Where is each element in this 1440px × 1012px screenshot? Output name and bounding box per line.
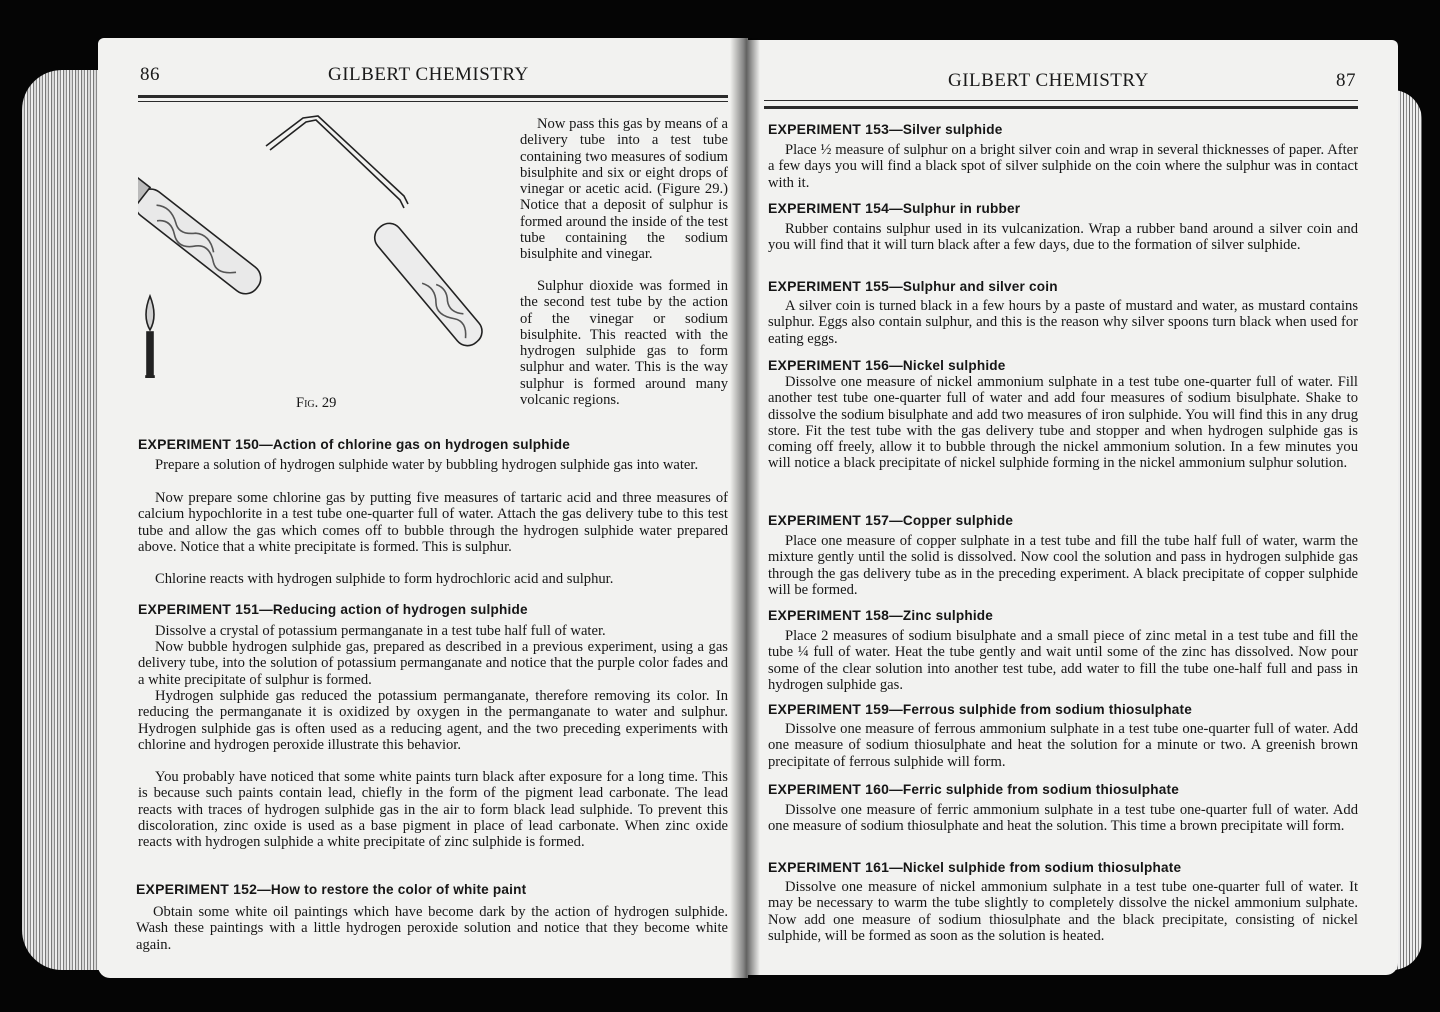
experiment-paragraph: Now bubble hydrogen sulphide gas, prepared as described in a previous experiment, using a gas delivery tube, into the solution of potassium permanganate and notice that the purple color fades and a white precipitate of sulphur is formed. — [138, 639, 728, 688]
experiment-heading: EXPERIMENT 150—Action of chlorine gas on hydrogen sulphide — [138, 436, 570, 452]
experiment-paragraph: Place one measure of copper sulphate in a test tube and fill the tube half full of water, warm the mixture gently until the solid is dissolved. Now cool the solution and pass in hydrogen sulphide gas through the gas delivery tube as in the preceding experiment. A black precipitate of copper sulphide will be formed. — [768, 533, 1358, 598]
experiment-heading: EXPERIMENT 161—Nickel sulphide from sodium thiosulphate — [768, 859, 1182, 875]
header-rule-thin — [764, 100, 1358, 101]
book-gutter-shadow — [730, 38, 760, 978]
experiment-paragraph: Obtain some white oil paintings which have become dark by the action of hydrogen sulphide. Wash these paintings with a little hydrogen peroxide solution and notice that they become white again. — [136, 904, 728, 953]
left-page — [98, 38, 748, 978]
experiment-heading: EXPERIMENT 156—Nickel sulphide — [768, 357, 1006, 373]
header-rule-thin — [138, 101, 728, 102]
experiment-heading: EXPERIMENT 157—Copper sulphide — [768, 512, 1014, 528]
page-number: 87 — [1336, 70, 1356, 91]
experiment-heading: EXPERIMENT 152—How to restore the color of white paint — [136, 881, 527, 897]
page-number: 86 — [140, 64, 160, 85]
experiment-heading: EXPERIMENT 160—Ferric sulphide from sodium thiosulphate — [768, 781, 1179, 797]
header-rule — [138, 95, 728, 98]
experiment-paragraph: Dissolve one measure of ferrous ammonium sulphate in a test tube one-quarter full of water. Add one measure of sodium thiosulphate and heat the solution for a minute or two. A greenish brown precipitate of ferrous sulphide will form. — [768, 721, 1358, 770]
experiment-heading: EXPERIMENT 155—Sulphur and silver coin — [768, 278, 1058, 294]
experiment-heading: EXPERIMENT 151—Reducing action of hydrogen sulphide — [138, 601, 528, 617]
experiment-paragraph: Now prepare some chlorine gas by putting five measures of tartaric acid and three measures of calcium hypochlorite in a test tube one-quarter full of water. Attach the gas delivery tube to this test tube and allow the gas which comes off to bubble through the hydrogen sulphide water prepared above. Notice that a white precipitate is formed. This is sulphur. — [138, 490, 728, 555]
experiment-paragraph: Place 2 measures of sodium bisulphate and a small piece of zinc metal in a test tube and fill the tube ¼ full of water. Heat the tube gently and wait until some of the zinc has dissolved. Now pour some of the clear solution into another test tube, add water to fill the tube one-half full and pass in hydrogen sulphide gas. — [768, 628, 1358, 693]
experiment-paragraph: A silver coin is turned black in a few hours by a paste of mustard and water, as mustard contains sulphur. Eggs also contain sulphur, and this is the reason why silver spoons turn black when used for eating eggs. — [768, 298, 1358, 347]
figure-caption: Fig. 29 — [296, 395, 337, 411]
experiment-heading: EXPERIMENT 159—Ferrous sulphide from sodium thiosulphate — [768, 701, 1193, 717]
experiment-paragraph: Rubber contains sulphur used in its vulcanization. Wrap a rubber band around a silver coin and you will find that it will turn black after a few days, due to the formation of silver sulphide. — [768, 221, 1358, 254]
header-rule — [764, 106, 1358, 109]
figure-29-test-tubes — [138, 108, 508, 378]
experiment-heading: EXPERIMENT 153—Silver sulphide — [768, 121, 1003, 137]
experiment-paragraph: Dissolve a crystal of potassium permanganate in a test tube half full of water. — [155, 623, 606, 639]
experiment-paragraph: Dissolve one measure of nickel ammonium sulphate in a test tube one-quarter full of water. Fill another test tube one-quarter full of water and add four measures of sodium bisulphate. Shake to dissolve the sodium bisulphate and add two measures of iron sulphide. You will find this in any drug store. Fit the test tube with the gas delivery tube and stopper and when hydrogen sulphide gas is coming off freely, allow it to bubble through the nickel ammonium solution. In a few minutes you will notice a black precipitate of nickel sulphide forming in the nickel ammonium sulphur solution. — [768, 374, 1358, 472]
intro-paragraph: Sulphur dioxide was formed in the second test tube by the action of the vinegar or sodium bisulphite. This reacted with the hydrogen sulphide gas to form sulphur and water. This is the way sulphur is formed around many volcanic regions. — [520, 278, 728, 409]
right-page — [740, 40, 1398, 975]
experiment-paragraph: Prepare a solution of hydrogen sulphide water by bubbling hydrogen sulphide gas into water. — [155, 457, 699, 473]
running-head: GILBERT CHEMISTRY — [948, 70, 1149, 91]
book-page-edges-left — [22, 70, 107, 970]
experiment-paragraph: Dissolve one measure of nickel ammonium sulphate in a test tube one-quarter full of water. It may be necessary to warm the tube slightly to completely dissolve the nickel ammonium sulphate. Now add one measure of sodium thiosulphate and the black precipitate, consisting of nickel sulphide, will be formed as soon as the solution is heated. — [768, 879, 1358, 944]
experiment-paragraph: Place ½ measure of sulphur on a bright silver coin and wrap in several thicknesses of paper. After a few days you will find a black spot of silver sulphide on the coin where the sulphur was in contact with it. — [768, 142, 1358, 191]
experiment-paragraph: You probably have noticed that some white paints turn black after exposure for a long time. This is because such paints contain lead, chiefly in the form of the pigment lead carbonate. The lead reacts with traces of hydrogen sulphide gas in the air to form black lead sulphide. To prevent this discoloration, zinc oxide is used as a base pigment in place of lead carbonate. When zinc oxide reacts with hydrogen sulphide a white precipitate of zinc sulphide is formed. — [138, 769, 728, 851]
intro-paragraph: Now pass this gas by means of a delivery tube into a test tube containing two measures of sodium bisulphite and six or eight drops of vinegar or acetic acid. (Figure 29.) Notice that a deposit of sulphur is formed around the inside of the test tube containing the sodium bisulphite and vinegar. — [520, 116, 728, 263]
experiment-heading: EXPERIMENT 158—Zinc sulphide — [768, 607, 994, 623]
experiment-paragraph: Dissolve one measure of ferric ammonium sulphate in a test tube one-quarter full of water. Add one measure of sodium thiosulphate and heat the solution. This time a brown precipitate will form. — [768, 802, 1358, 835]
experiment-heading: EXPERIMENT 154—Sulphur in rubber — [768, 200, 1021, 216]
running-head: GILBERT CHEMISTRY — [328, 64, 529, 85]
experiment-paragraph: Chlorine reacts with hydrogen sulphide to form hydrochloric acid and sulphur. — [155, 571, 614, 587]
experiment-paragraph: Hydrogen sulphide gas reduced the potassium permanganate, therefore removing its color. In reducing the permanganate it is oxidized by oxygen in the permanganate to water and sulphur. Hydrogen sulphide gas is often used as a reducing agent, and the two preceding experiments with chlorine and hydrogen peroxide illustrate this behavior. — [138, 688, 728, 753]
